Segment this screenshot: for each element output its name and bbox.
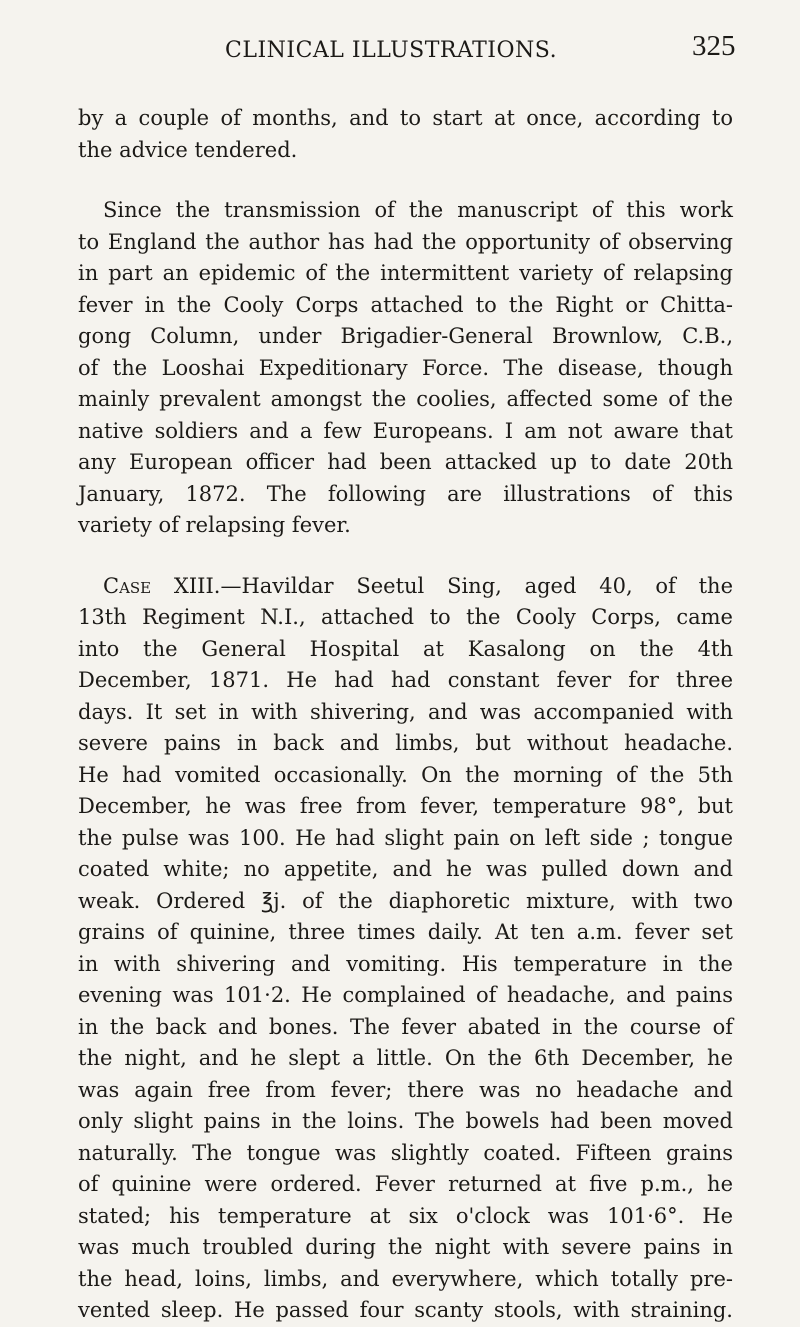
text-line: evening was 101·2. He complained of headache, and pains <box>78 983 733 1007</box>
text-line: fever in the Cooly Corps attached to the Right or Chitta- <box>78 292 733 317</box>
case-label: Case XIII. <box>103 573 221 598</box>
running-header <box>0 20 800 80</box>
text-line: into the General Hospital at Kasalong on the 4th <box>78 636 733 661</box>
text-line: in with shivering and vomiting. His temperature in the <box>78 951 733 976</box>
text-line: December, 1871. He had had constant fever for three <box>78 668 733 692</box>
text-line: by a couple of months, and to start at once, according to <box>78 106 733 130</box>
text-line: naturally. The tongue was slightly coated. Fifteen grains <box>78 1140 733 1165</box>
text-line: was again free from fever; there was no headache and <box>78 1077 733 1102</box>
paragraph <box>78 195 733 542</box>
text-line: He had vomited occasionally. On the morning of the 5th <box>78 762 733 787</box>
text-line: in the back and bones. The fever abated in the course of <box>78 1014 733 1039</box>
text-line: grains of quinine, three times daily. At ten a.m. fever set <box>78 920 733 944</box>
text-line: stated; his temperature at six o'clock was 101·6°. He <box>78 1203 733 1228</box>
text-line: the head, loins, limbs, and everywhere, which totally pre- <box>78 1266 733 1291</box>
paragraph <box>78 103 733 166</box>
running-title: CLINICAL ILLUSTRATIONS. <box>225 38 558 63</box>
text-line: of the Looshai Expeditionary Force. The disease, though <box>78 355 733 380</box>
text-line: December, he was free from fever, temperature 98°, but <box>78 794 733 818</box>
text-line: severe pains in back and limbs, but without headache. <box>78 731 733 755</box>
text-line: coated white; no appetite, and he was pulled down and <box>78 857 733 881</box>
text-line: native soldiers and a few Europeans. I am not aware that <box>78 418 733 443</box>
text-line: any European officer had been attacked up to date 20th <box>78 450 733 474</box>
body-text <box>78 103 733 1327</box>
text-line: in part an epidemic of the intermittent variety of relapsing <box>78 261 733 285</box>
text-line: January, 1872. The following are illustrations of this <box>78 481 733 506</box>
case-paragraph <box>78 571 733 1327</box>
text-line <box>78 571 733 603</box>
text-line: gong Column, under Brigadier-General Brownlow, C.B., <box>78 324 733 348</box>
case-intro: —Havildar Seetul Sing, aged 40, of the <box>220 573 733 598</box>
text-line: variety of relapsing fever. <box>78 513 351 537</box>
text-line: days. It set in with shivering, and was accompanied with <box>78 699 733 724</box>
text-line: the advice tendered. <box>78 137 298 162</box>
text-line: of quinine were ordered. Fever returned at five p.m., he <box>78 1172 733 1196</box>
text-line: to England the author has had the opportunity of observing <box>78 229 733 254</box>
page-number: 325 <box>692 30 736 62</box>
text-line: Since the transmission of the manuscript of this work <box>103 198 733 222</box>
text-line: only slight pains in the loins. The bowels had been moved <box>78 1109 733 1133</box>
text-line: weak. Ordered ℥j. of the diaphoretic mixture, with two <box>78 888 733 913</box>
text-line: 13th Regiment N.I., attached to the Cooly Corps, came <box>78 605 733 629</box>
text-line: mainly prevalent amongst the coolies, affected some of the <box>78 387 733 411</box>
text-line: vented sleep. He passed four scanty stools, with straining. <box>78 1298 733 1322</box>
text-line: the pulse was 100. He had slight pain on left side ; tongue <box>78 825 733 850</box>
text-line: was much troubled during the night with severe pains in <box>78 1235 733 1259</box>
text-line: the night, and he slept a little. On the 6th December, he <box>78 1046 733 1070</box>
